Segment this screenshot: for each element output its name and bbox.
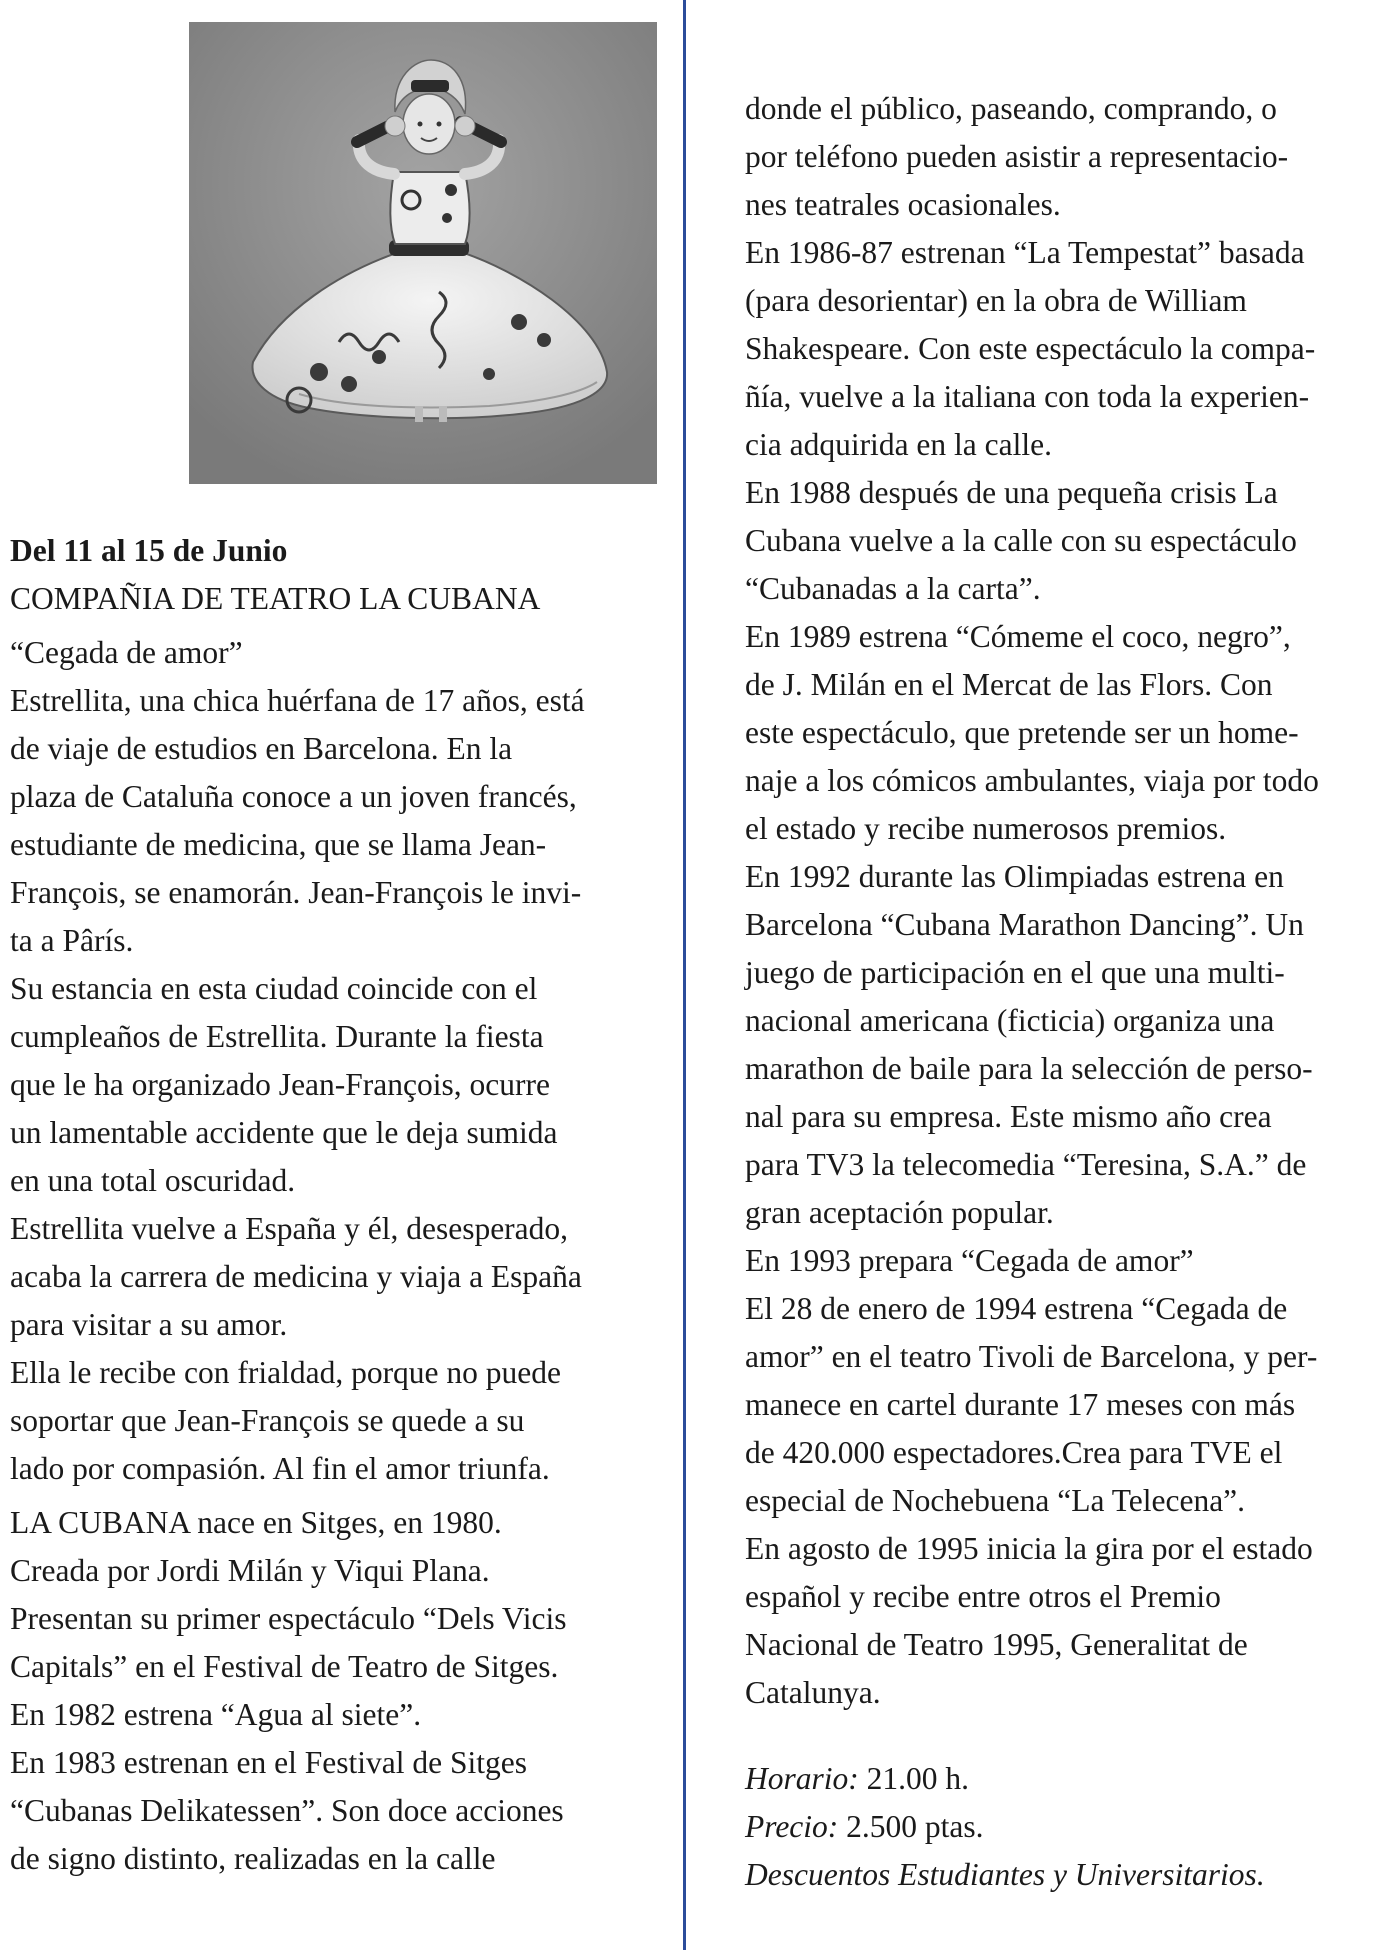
column-divider [683, 0, 686, 1950]
text-line: Su estancia en esta ciudad coincide con el [10, 971, 538, 1006]
text-line: François, se enamorán. Jean-François le invi- [10, 875, 582, 910]
performer-illustration [189, 22, 657, 484]
company-history-part-1 [10, 1499, 660, 1883]
schedule-value: 21.00 h. [858, 1761, 970, 1796]
right-column [745, 85, 1385, 1899]
price-value: 2.500 ptas. [838, 1809, 984, 1844]
text-line: de J. Milán en el Mercat de las Flors. Con [745, 667, 1273, 702]
text-line: “Cubanas Delikatessen”. Son doce acciones [10, 1793, 564, 1828]
text-line: Estrellita vuelve a España y él, desesperado, [10, 1211, 569, 1246]
text-line: soportar que Jean-François se quede a su [10, 1403, 525, 1438]
schedule-line [745, 1755, 1385, 1803]
text-line: En 1986-87 estrenan “La Tempestat” basada [745, 235, 1305, 270]
discounts-note: Descuentos Estudiantes y Universitarios. [745, 1857, 1265, 1892]
text-line: En agosto de 1995 inicia la gira por el estado [745, 1531, 1313, 1566]
left-column [10, 527, 660, 1883]
text-line: nal para su empresa. Este mismo año crea [745, 1099, 1272, 1134]
text-line: En 1982 estrena “Agua al siete”. [10, 1697, 422, 1732]
company-history-part-2 [745, 85, 1385, 1717]
text-line: acaba la carrera de medicina y viaja a España [10, 1259, 582, 1294]
text-line: un lamentable accidente que le deja sumida [10, 1115, 558, 1150]
text-line: el estado y recibe numerosos premios. [745, 811, 1227, 846]
text-line: manece en cartel durante 17 meses con más [745, 1387, 1296, 1422]
text-line: donde el público, paseando, comprando, o [745, 91, 1277, 126]
text-line: Catalunya. [745, 1675, 881, 1710]
text-line: En 1983 estrenan en el Festival de Sitges [10, 1745, 528, 1780]
text-line: por teléfono pueden asistir a representacio- [745, 139, 1289, 174]
synopsis [10, 677, 660, 1493]
company-name: COMPAÑIA DE TEATRO LA CUBANA [10, 581, 541, 616]
text-line: cumpleaños de Estrellita. Durante la fiesta [10, 1019, 544, 1054]
text-line: nacional americana (ficticia) organiza una [745, 1003, 1275, 1038]
text-line: Cubana vuelve a la calle con su espectáculo [745, 523, 1297, 558]
price-line [745, 1803, 1385, 1851]
text-line: (para desorientar) en la obra de William [745, 283, 1247, 318]
text-line: estudiante de medicina, que se llama Jean- [10, 827, 547, 862]
play-title: “Cegada de amor” [10, 635, 243, 670]
text-line: marathon de baile para la selección de perso- [745, 1051, 1313, 1086]
event-info [745, 1755, 1385, 1899]
text-line: amor” en el teatro Tivoli de Barcelona, y per- [745, 1339, 1318, 1374]
text-line: Capitals” en el Festival de Teatro de Sitges. [10, 1649, 559, 1684]
performer-photo [189, 22, 657, 484]
text-line: En 1993 prepara “Cegada de amor” [745, 1243, 1194, 1278]
text-line: ñía, vuelve a la italiana con toda la experien- [745, 379, 1310, 414]
text-line: que le ha organizado Jean-François, ocurre [10, 1067, 550, 1102]
text-line: Barcelona “Cubana Marathon Dancing”. Un [745, 907, 1304, 942]
text-line: este espectáculo, que pretende ser un home- [745, 715, 1299, 750]
text-line: El 28 de enero de 1994 estrena “Cegada de [745, 1291, 1288, 1326]
text-line: de viaje de estudios en Barcelona. En la [10, 731, 513, 766]
text-line: Shakespeare. Con este espectáculo la compa- [745, 331, 1316, 366]
text-line: En 1992 durante las Olimpiadas estrena en [745, 859, 1284, 894]
text-line: nes teatrales ocasionales. [745, 187, 1061, 222]
text-line: cia adquirida en la calle. [745, 427, 1052, 462]
text-line: de 420.000 espectadores.Crea para TVE el [745, 1435, 1283, 1470]
text-line: En 1988 después de una pequeña crisis La [745, 475, 1278, 510]
text-line: Presentan su primer espectáculo “Dels Vicis [10, 1601, 567, 1636]
price-label: Precio: [745, 1809, 839, 1844]
text-line: gran aceptación popular. [745, 1195, 1054, 1230]
text-line: Estrellita, una chica huérfana de 17 años, está [10, 683, 585, 718]
text-line: plaza de Cataluña conoce a un joven francés, [10, 779, 577, 814]
text-line: en una total oscuridad. [10, 1163, 296, 1198]
text-line: Ella le recibe con frialdad, porque no puede [10, 1355, 562, 1390]
text-line: para visitar a su amor. [10, 1307, 288, 1342]
text-line: de signo distinto, realizadas en la calle [10, 1841, 496, 1876]
text-line: Creada por Jordi Milán y Viqui Plana. [10, 1553, 490, 1588]
text-line: lado por compasión. Al fin el amor triunfa. [10, 1451, 550, 1486]
text-line: LA CUBANA nace en Sitges, en 1980. [10, 1505, 502, 1540]
schedule-label: Horario: [745, 1761, 859, 1796]
text-line: Nacional de Teatro 1995, Generalitat de [745, 1627, 1248, 1662]
event-date: Del 11 al 15 de Junio [10, 533, 288, 568]
text-line: “Cubanadas a la carta”. [745, 571, 1041, 606]
text-line: naje a los cómicos ambulantes, viaja por todo [745, 763, 1319, 798]
text-line: juego de participación en el que una multi- [745, 955, 1285, 990]
text-line: especial de Nochebuena “La Telecena”. [745, 1483, 1246, 1518]
text-line: ta a Pârís. [10, 923, 134, 958]
text-line: para TV3 la telecomedia “Teresina, S.A.” de [745, 1147, 1307, 1182]
text-line: español y recibe entre otros el Premio [745, 1579, 1221, 1614]
text-line: En 1989 estrena “Cómeme el coco, negro”, [745, 619, 1291, 654]
